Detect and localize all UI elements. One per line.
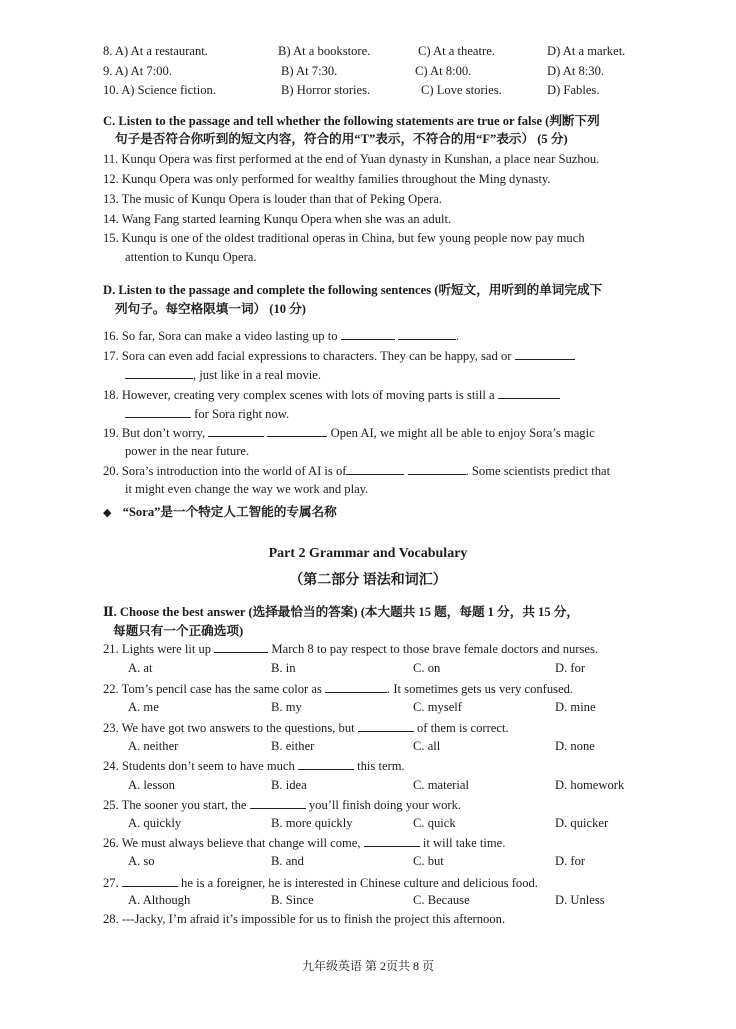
sentence-20-text: 20. Sora’s introduction into the world of AI is of (103, 464, 347, 478)
question-26-option-c[interactable]: C. but (413, 854, 444, 868)
question-26 (103, 835, 505, 851)
question-21 (103, 641, 598, 657)
part-2-title: Part 2 Grammar and Vocabulary (268, 546, 468, 561)
sentence-20-line2: it might even change the way we work and play. (125, 482, 369, 496)
blank-18a[interactable] (498, 387, 560, 399)
question-10-option-d: D) Fables. (547, 83, 600, 97)
blank-18b[interactable] (125, 406, 191, 418)
statement-13: 13. The music of Kunqu Opera is louder than that of Peking Opera. (103, 192, 443, 206)
part-2-subtitle: （第二部分 语法和词汇） (289, 573, 447, 588)
question-25-stem-start: 25. The sooner you start, the (103, 798, 247, 812)
sentence-18-text: 18. However, creating very complex scenes with lots of moving parts is still a (103, 388, 495, 402)
blank-20b[interactable] (408, 463, 466, 475)
question-10-option-b: B) Horror stories. (281, 83, 371, 97)
question-26-stem-end: it will take time. (422, 836, 506, 850)
question-24 (103, 758, 405, 774)
blank-17a[interactable] (515, 348, 575, 360)
question-25-option-b[interactable]: B. more quickly (271, 816, 353, 830)
question-26-option-b[interactable]: B. and (271, 854, 304, 868)
question-27-option-c[interactable]: C. Because (413, 893, 470, 907)
sentence-18-line1 (103, 387, 560, 403)
question-9 (0, 64, 736, 82)
sentence-18-line2 (125, 406, 289, 422)
question-24-option-b[interactable]: B. idea (271, 778, 307, 792)
question-9-option-a: 9. A) At 7:00. (103, 64, 172, 78)
sentence-16-text: 16. So far, Sora can make a video lasting up to (103, 329, 338, 343)
question-22 (103, 681, 573, 697)
sentence-19-text: 19. But don’t worry, (103, 426, 206, 440)
question-8 (0, 44, 736, 62)
question-24-stem-end: this term. (357, 759, 405, 773)
question-27-option-a[interactable]: A. Although (128, 893, 191, 907)
sentence-19-line1 (103, 425, 595, 441)
question-25-option-d[interactable]: D. quicker (555, 816, 609, 830)
question-21-stem-end: March 8 to pay respect to those brave female doctors and nurses. (271, 642, 599, 656)
sentence-20-mid: . Some scientists predict that (465, 464, 611, 478)
question-27-number: 27. (103, 876, 122, 890)
question-9-option-b: B) At 7:30. (281, 64, 338, 78)
question-22-stem-start: 22. Tom’s pencil case has the same color as (103, 682, 322, 696)
question-26-option-a[interactable]: A. so (128, 854, 155, 868)
blank-16b[interactable] (398, 328, 456, 340)
question-23-option-d[interactable]: D. none (555, 739, 595, 753)
question-10-option-a: 10. A) Science fiction. (103, 83, 216, 97)
question-10-option-c: C) Love stories. (421, 83, 502, 97)
section-c-heading-line1: C. Listen to the passage and tell whether the following statements are true or false (判断下列 (103, 114, 600, 128)
question-27-stem-end: he is a foreigner, he is interested in Chinese culture and delicious food. (181, 876, 538, 890)
question-23-option-b[interactable]: B. either (271, 739, 315, 753)
question-25-options (0, 816, 736, 834)
question-27-option-d[interactable]: D. Unless (555, 893, 605, 907)
blank-25[interactable] (250, 797, 306, 809)
question-27 (103, 875, 538, 891)
section-d-heading-line1: D. Listen to the passage and complete the following sentences (听短文，用听到的单词完成下 (103, 283, 603, 297)
blank-23[interactable] (358, 720, 414, 732)
sora-note (103, 501, 337, 520)
question-27-options (0, 893, 736, 911)
question-10 (0, 83, 736, 101)
statement-15-line1: 15. Kunqu is one of the oldest traditional operas in China, but few young people now pay much (103, 231, 585, 245)
question-21-option-c[interactable]: C. on (413, 661, 441, 675)
question-25-option-c[interactable]: C. quick (413, 816, 456, 830)
sentence-19-line2: power in the near future. (125, 444, 250, 458)
sentence-17-text: 17. Sora can even add facial expressions to characters. They can be happy, sad or (103, 349, 512, 363)
question-8-option-b: B) At a bookstore. (278, 44, 371, 58)
question-26-stem-start: 26. We must always believe that change will come, (103, 836, 361, 850)
page-footer: 九年级英语 第 2页共 8 页 (301, 959, 434, 973)
question-8-option-c: C) At a theatre. (418, 44, 495, 58)
sentence-17-rest: , just like in a real movie. (193, 368, 322, 382)
sentence-20-line1 (103, 463, 610, 479)
question-24-option-c[interactable]: C. material (413, 778, 469, 792)
blank-21[interactable] (214, 641, 268, 653)
sentence-17-line2 (125, 367, 321, 383)
statement-12: 12. Kunqu Opera was only performed for wealthy families throughout the Ming dynasty. (103, 172, 551, 186)
question-24-options (0, 778, 736, 796)
blank-27[interactable] (122, 875, 178, 887)
question-25-stem-end: you’ll finish doing your work. (308, 798, 462, 812)
sentence-17-line1 (103, 348, 575, 364)
section-ii-heading-line2: 每题只有一个正确选项) (113, 624, 244, 638)
blank-20a[interactable] (346, 463, 404, 475)
question-23-stem-end: of them is correct. (416, 721, 509, 735)
statement-11: 11. Kunqu Opera was first performed at the end of Yuan dynasty in Kunshan, a place near Suzhou. (103, 152, 600, 166)
question-25-option-a[interactable]: A. quickly (128, 816, 182, 830)
question-22-options (0, 700, 736, 718)
question-21-stem-start: 21. Lights were lit up (103, 642, 212, 656)
question-23-option-c[interactable]: C. all (413, 739, 441, 753)
blank-22[interactable] (325, 681, 387, 693)
question-9-option-d: D) At 8:30. (547, 64, 605, 78)
sentence-19-mid: Open AI, we might all be able to enjoy Sora’s magic (330, 426, 595, 440)
question-22-stem-end: . It sometimes gets us very confused. (387, 682, 574, 696)
diamond-bullet-icon: ◆ (103, 506, 112, 519)
sentence-18-rest: for Sora right now. (194, 407, 290, 421)
question-24-option-d[interactable]: D. homework (555, 778, 625, 792)
statement-15-line2: attention to Kunqu Opera. (125, 250, 257, 264)
sentence-16 (103, 328, 459, 344)
question-28: 28. ---Jacky, I’m afraid it’s impossible for us to finish the project this afternoon. (103, 912, 506, 926)
question-23-options (0, 739, 736, 757)
question-8-option-d: D) At a market. (547, 44, 626, 58)
question-23 (103, 720, 509, 736)
question-24-option-a[interactable]: A. lesson (128, 778, 175, 792)
question-21-option-b[interactable]: B. in (271, 661, 296, 675)
blank-16a[interactable] (341, 328, 395, 340)
question-23-option-a[interactable]: A. neither (128, 739, 179, 753)
sora-note-text: “Sora”是一个特定人工智能的专属名称 (122, 505, 337, 519)
question-21-option-d[interactable]: D. for (555, 661, 586, 675)
question-9-option-c: C) At 8:00. (415, 64, 472, 78)
section-d-heading-line2: 列句子。每空格限填一词） (10 分) (115, 302, 306, 316)
question-22-option-d[interactable]: D. mine (555, 700, 596, 714)
question-24-stem-start: 24. Students don’t seem to have much (103, 759, 295, 773)
question-21-option-a[interactable]: A. at (128, 661, 153, 675)
statement-14: 14. Wang Fang started learning Kunqu Opera when she was an adult. (103, 212, 452, 226)
section-ii-heading-line1: Ⅱ. Choose the best answer (选择最恰当的答案) (本大题共 15 题，每题 1 分，共 15 分， (103, 605, 579, 619)
question-26-option-d[interactable]: D. for (555, 854, 586, 868)
question-8-option-a: 8. A) At a restaurant. (103, 44, 208, 58)
blank-19a[interactable] (208, 425, 264, 437)
question-25 (103, 797, 461, 813)
question-22-option-c[interactable]: C. myself (413, 700, 462, 714)
question-23-stem-start: 23. We have got two answers to the questions, but (103, 721, 355, 735)
question-22-option-b[interactable]: B. my (271, 700, 302, 714)
question-22-option-a[interactable]: A. me (128, 700, 159, 714)
blank-19b[interactable] (267, 425, 327, 437)
blank-26[interactable] (364, 835, 420, 847)
question-27-option-b[interactable]: B. Since (271, 893, 314, 907)
blank-17b[interactable] (125, 367, 193, 379)
sentence-16-end: . (455, 329, 459, 343)
question-26-options (0, 854, 736, 872)
blank-24[interactable] (298, 758, 354, 770)
section-c-heading-line2: 句子是否符合你听到的短文内容，符合的用“T”表示，不符合的用“F”表示） (5 分) (115, 132, 568, 146)
question-21-options (0, 661, 736, 679)
